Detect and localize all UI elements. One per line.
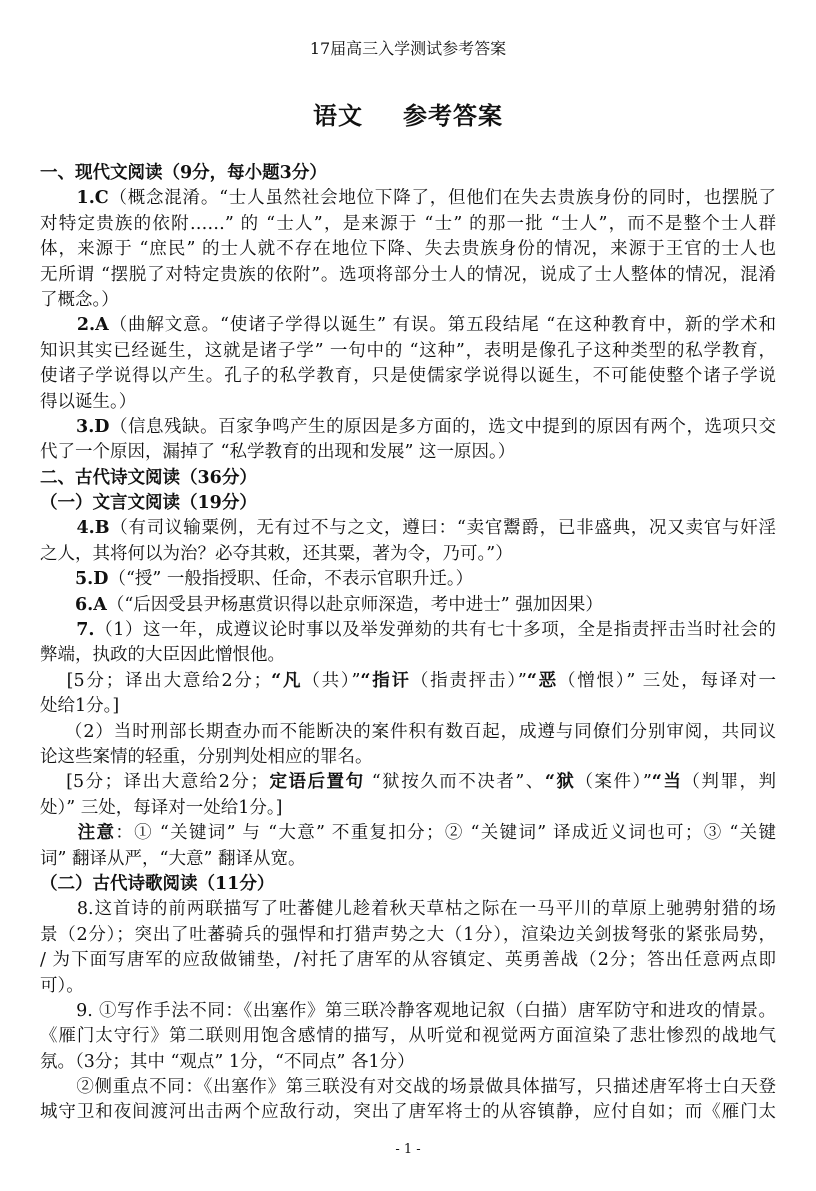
text-line bbox=[40, 161, 776, 186]
text-line bbox=[40, 516, 776, 541]
text-segment: （“后因受县尹杨惠赏识得以赴京师深造，考中进士” 强加因果） bbox=[106, 594, 603, 615]
bold-text: 7. bbox=[76, 620, 95, 641]
subject-title: 语文 bbox=[313, 101, 363, 130]
text-segment: 词” 翻译从严，“大意” 翻译从宽。 bbox=[40, 848, 306, 869]
text-line bbox=[40, 1024, 776, 1049]
text-line bbox=[40, 923, 776, 948]
text-segment: 《雁门太守行》第二联则用饱含感情的描写，从听觉和视觉两方面渲染了悲壮惨烈的战地气 bbox=[40, 1026, 776, 1047]
text-segment bbox=[40, 417, 76, 437]
text-segment: （指责抨击）” bbox=[410, 670, 527, 691]
text-segment: （判罪，判 bbox=[682, 772, 776, 793]
text-line bbox=[40, 821, 776, 846]
text-line bbox=[40, 643, 776, 668]
bold-text: 注意 bbox=[77, 823, 116, 844]
text-segment: （1）这一年，成遵议论时事以及举发弹劾的共有七十多项，全是指责抨击当时社会的 bbox=[94, 620, 777, 641]
bold-text: 1.C bbox=[76, 188, 109, 209]
text-segment: / 为下面写唐军的应敌做铺垫，/衬托了唐军的从容镇定、英勇善战（2分；答出任意两点即 bbox=[40, 950, 776, 971]
text-line bbox=[40, 491, 776, 516]
text-line bbox=[40, 897, 776, 922]
bold-text: “狱 bbox=[544, 772, 576, 793]
bold-text: 6.A bbox=[75, 594, 107, 615]
text-segment: （概念混淆。“士人虽然社会地位下降了，但他们在失去贵族身份的同时，也摆脱了 bbox=[108, 188, 776, 209]
text-segment: [5分；译出大意给2分； bbox=[40, 772, 268, 793]
text-segment: 体，来源于 “庶民” 的士人就不存在地位下降、失去贵族身份的情况，来源于王官的士人也 bbox=[40, 239, 777, 260]
bold-text: 定语后置句 bbox=[267, 772, 365, 793]
bold-text: “凡 bbox=[271, 670, 303, 691]
text-line bbox=[40, 847, 776, 872]
text-line bbox=[40, 263, 776, 288]
text-line bbox=[40, 390, 776, 415]
bold-text: 3.D bbox=[76, 416, 110, 437]
text-line bbox=[40, 313, 776, 338]
text-segment bbox=[40, 595, 75, 615]
text-segment: （信息残缺。百家争鸣产生的原因是多方面的，选文中提到的原因有两个，选项只交 bbox=[109, 416, 777, 437]
text-line bbox=[40, 974, 776, 999]
text-segment: 氛。（3分；其中 “观点” 1分，“不同点” 各1分） bbox=[40, 1051, 415, 1072]
text-line bbox=[40, 440, 776, 465]
bold-text: “指讦 bbox=[360, 670, 411, 691]
text-segment: 9. ①写作手法不同：《出塞作》第三联冷静客观地记叙（白描）唐军防守和进攻的情景。 bbox=[40, 1000, 776, 1021]
text-segment: 了概念。） bbox=[40, 289, 119, 310]
text-line bbox=[40, 1100, 776, 1125]
bold-text: （二）古代诗歌阅读（11分） bbox=[40, 873, 275, 894]
text-segment: 无所谓 “摆脱了对特定贵族的依附”。选项将部分士人的情况，说成了士人整体的情况，混淆 bbox=[40, 264, 776, 285]
text-segment: [5分；译出大意给2分； bbox=[40, 670, 272, 691]
text-line bbox=[40, 796, 776, 821]
bold-text: 2.A bbox=[76, 315, 109, 336]
text-line bbox=[40, 567, 776, 592]
text-line bbox=[40, 1075, 776, 1100]
page-title bbox=[0, 96, 816, 131]
text-segment: 使诸子学说得以产生。孔子的私学教育，只是使儒家学说得以诞生，不可能使整个诸子学说 bbox=[40, 366, 776, 387]
text-segment: 8.这首诗的前两联描写了吐蕃健儿趁着秋天草枯之际在一马平川的草原上驰骋射猎的场 bbox=[40, 899, 776, 920]
text-segment bbox=[40, 518, 77, 538]
bold-text: 4.B bbox=[76, 518, 110, 539]
text-segment: （共）” bbox=[302, 670, 361, 691]
text-segment: 之人，其将何以为治？必夺其敕，还其粟，著为令，乃可。”） bbox=[40, 543, 513, 564]
bold-text: 一、现代文阅读（9分，每小题3分） bbox=[40, 163, 327, 183]
text-segment: 得以诞生。） bbox=[40, 391, 137, 412]
text-line bbox=[40, 1050, 776, 1075]
text-segment: 知识其实已经诞生，这就是诸子学” 一句中的 “这种”，表明是像孔子这种类型的私学教育， bbox=[40, 340, 776, 361]
text-line bbox=[40, 186, 776, 211]
text-segment: 论这些案情的轻重，分别判处相应的罪名。 bbox=[40, 746, 373, 767]
text-line bbox=[40, 339, 776, 364]
bold-text: 5.D bbox=[75, 569, 109, 590]
text-segment: 弊端，执政的大臣因此憎恨他。 bbox=[40, 645, 285, 666]
text-segment: 可）。 bbox=[40, 975, 84, 996]
text-segment: （有司议输粟例，无有过不与之文，遵曰：“卖官鬻爵，已非盛典，况又卖官与奸淫 bbox=[109, 518, 777, 539]
text-line bbox=[40, 948, 776, 973]
text-segment: 城守卫和夜间渡河出击两个应敌行动，突出了唐军将士的从容镇静，应付自如；而《雁门太 bbox=[40, 1102, 776, 1123]
answer-body bbox=[40, 161, 776, 1126]
text-line bbox=[40, 694, 776, 719]
text-line bbox=[40, 542, 776, 567]
text-line bbox=[40, 720, 776, 745]
bold-text: “当 bbox=[651, 772, 683, 793]
bold-text: （一）文言文阅读（19分） bbox=[40, 493, 257, 514]
text-segment bbox=[40, 188, 77, 208]
text-segment: （2）当时刑部长期查办而不能断决的案件积有数百起，成遵与同僚们分别审阅，共同议 bbox=[40, 721, 776, 742]
text-line bbox=[40, 237, 776, 262]
text-line bbox=[40, 212, 776, 237]
text-line bbox=[40, 364, 776, 389]
text-segment: ②侧重点不同：《出塞作》第三联没有对交战的场景做具体描写，只描述唐军将士白天登 bbox=[40, 1077, 776, 1098]
text-segment bbox=[40, 569, 75, 589]
bold-text: 二、古代诗文阅读（36分） bbox=[40, 467, 257, 488]
text-segment: 对特定贵族的依附……” 的 “士人”，是来源于 “士” 的那一批 “士人”，而不是整个士人群 bbox=[40, 213, 776, 234]
answer-title: 参考答案 bbox=[403, 101, 503, 130]
text-line bbox=[40, 618, 776, 643]
text-segment: ：① “关键词” 与 “大意” 不重复扣分；② “关键词” 译成近义词也可；③ “关键 bbox=[115, 823, 777, 844]
text-line bbox=[40, 288, 776, 313]
text-segment: 处给1分。] bbox=[40, 696, 120, 717]
text-segment bbox=[40, 823, 78, 843]
text-segment bbox=[40, 315, 77, 335]
document-header: 17届高三入学测试参考答案 bbox=[309, 39, 507, 58]
text-segment: （憎恨）” 三处，每译对一 bbox=[557, 670, 776, 691]
text-segment: 处）” 三处，每译对一处给1分。] bbox=[40, 797, 283, 818]
text-line bbox=[40, 745, 776, 770]
text-segment: 景（2分）；突出了吐蕃骑兵的强悍和打猎声势之大（1分），渲染边关剑拔弩张的紧张局势， bbox=[40, 924, 776, 945]
text-line bbox=[40, 466, 776, 491]
text-segment: （“授” 一般指授职、任命，不表示官职升迁。） bbox=[108, 569, 474, 590]
text-line bbox=[40, 669, 776, 694]
text-line bbox=[40, 872, 776, 897]
text-segment: （曲解文意。“使诸子学得以诞生” 有误。第五段结尾 “在这种教育中，新的学术和 bbox=[108, 315, 776, 336]
text-segment: “狱按久而不决者”、 bbox=[364, 772, 545, 793]
text-line bbox=[40, 770, 776, 795]
text-line bbox=[40, 593, 776, 618]
text-line bbox=[40, 415, 776, 440]
text-line bbox=[40, 999, 776, 1024]
text-segment bbox=[40, 620, 76, 640]
page-number: - 1 - bbox=[395, 1142, 421, 1157]
text-segment: 代了一个原因，漏掉了 “私学教育的出现和发展” 这一原因。） bbox=[40, 442, 516, 463]
bold-text: “恶 bbox=[526, 670, 558, 691]
text-segment: （案件）” bbox=[575, 772, 652, 793]
